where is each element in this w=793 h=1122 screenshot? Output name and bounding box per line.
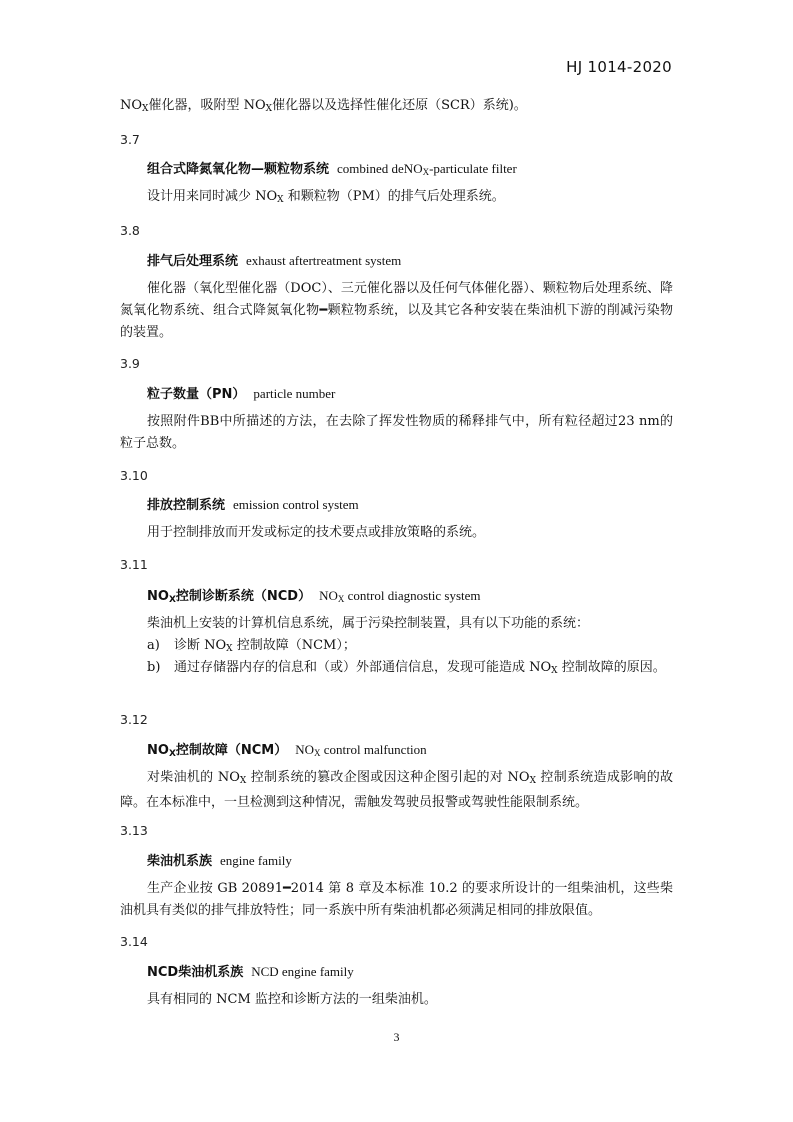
subscript: X (551, 666, 558, 676)
definition: 用于控制排放而开发或标定的技术要点或排放策略的系统。 (147, 525, 486, 540)
section-number: 3.13 (120, 823, 148, 838)
section-number: 3.11 (120, 557, 148, 572)
term-english-text: NO (295, 742, 315, 757)
term-chinese-text: NO (147, 589, 169, 604)
definition-text: 对柴油机的 NO (147, 770, 240, 785)
term-chinese: 排气后处理系统 (147, 254, 239, 269)
definition (120, 186, 673, 211)
list-item-text-part: 通过存储器内存的信息和（或）外部通信信息，发现可能造成 NO (174, 660, 552, 675)
term-chinese-text: 控制故障（NCM） (175, 743, 288, 758)
term-english-text: NO (319, 588, 338, 603)
term-chinese (147, 743, 287, 758)
term-chinese: 组合式降氮氧化物—颗粒物系统 (147, 162, 330, 177)
term-heading (147, 158, 517, 177)
definition-text: 和颗粒物（PM）的排气后处理系统。 (283, 189, 505, 204)
list-item (147, 657, 673, 682)
term-heading (147, 961, 354, 980)
term-chinese: 柴油机系族 (147, 854, 213, 869)
subscript: X (277, 195, 284, 205)
term-chinese (147, 589, 311, 604)
list-item-text-part: 控制故障的原因。 (557, 660, 666, 675)
list-item-text-part: 诊断 NO (174, 638, 227, 653)
term-chinese-text: NO (147, 743, 169, 758)
term-english-text: combined deNO (337, 161, 423, 176)
definition: 按照附件BB中所描述的方法，在去除了挥发性物质的稀释排气中，所有粒径超过23 nm的粒子总数。 (120, 414, 673, 451)
term-heading (147, 250, 401, 269)
term-chinese: NCD柴油机系族 (147, 965, 244, 980)
subscript: X (168, 749, 176, 759)
section-number: 3.10 (120, 468, 148, 483)
definition-text: 控制系统的篡改企图或因这种企图引起的对 NO (246, 770, 530, 785)
term-english: emission control system (233, 497, 359, 512)
term-english (319, 588, 480, 603)
term-chinese: 粒子数量（PN） (147, 387, 246, 402)
section-number: 3.14 (120, 934, 148, 949)
intro-text: 催化器以及选择性催化还原（SCR）系统)。 (272, 98, 527, 113)
term-heading (147, 383, 335, 402)
term-heading (147, 585, 481, 605)
subscript: X (265, 104, 273, 114)
term-english-text: control diagnostic system (344, 588, 481, 603)
definition: 具有相同的 NCM 监控和诊断方法的一组柴油机。 (147, 992, 437, 1007)
definition: 柴油机上安装的计算机信息系统，属于污染控制装置，具有以下功能的系统： (147, 616, 590, 631)
subscript: X (422, 167, 430, 177)
definition-text: 设计用来同时减少 NO (147, 189, 278, 204)
term-english (295, 742, 426, 757)
subscript: X (529, 776, 536, 786)
subscript: X (239, 776, 247, 786)
term-english: NCD engine family (251, 964, 354, 979)
term-chinese-text: 控制诊断系统（NCD） (175, 589, 312, 604)
definition: 生产企业按 GB 20891━2014 第 8 章及本标准 10.2 的要求所设计的一组柴油机，这些柴油机具有类似的排气排放特性；同一系族中所有柴油机都必须满足相同的排放限值。 (120, 881, 673, 918)
term-heading (147, 494, 359, 513)
term-chinese: 排放控制系统 (147, 498, 226, 513)
term-english (337, 161, 517, 176)
subscript: X (314, 748, 321, 758)
definition (120, 767, 673, 814)
term-heading (147, 850, 292, 869)
section-number: 3.9 (120, 356, 140, 371)
definition: 催化器（氧化型催化器（DOC）、三元催化器以及任何气体催化器）、颗粒物后处理系统、降氮氧化物系统、组合式降氮氧化物━颗粒物系统，以及其它各种安装在柴油机下游的削减污染物的装置。 (120, 281, 673, 340)
subscript: X (142, 104, 149, 114)
definition-text: 控制系统造成影响的故障。在本标准中，一旦检测到这种情况，需触发驾驶员报警或驾驶性能限制系统。 (120, 770, 673, 810)
term-heading (147, 739, 427, 759)
subscript: X (168, 595, 176, 605)
subscript: X (337, 594, 345, 604)
intro-text: 催化器，吸附型 NO (148, 98, 266, 113)
intro-text: NO (120, 98, 143, 113)
section-number: 3.7 (120, 132, 140, 147)
intro-line (120, 95, 675, 120)
term-english-text: control malfunction (320, 742, 427, 757)
section-number: 3.12 (120, 712, 148, 727)
document-code: HJ 1014-2020 (566, 58, 672, 76)
term-english: exhaust aftertreatment system (246, 253, 402, 268)
list-item-text (147, 657, 673, 682)
page-number: 3 (393, 1030, 400, 1044)
term-english: particle number (253, 386, 336, 401)
list-item-label: b) (147, 660, 161, 675)
term-english-text: -particulate filter (429, 161, 517, 176)
subscript: X (226, 644, 233, 654)
section-number: 3.8 (120, 223, 140, 238)
list-item-label: a) (147, 638, 160, 653)
term-english: engine family (220, 853, 292, 868)
list-item-text-part: 控制故障（NCM）； (232, 638, 356, 653)
